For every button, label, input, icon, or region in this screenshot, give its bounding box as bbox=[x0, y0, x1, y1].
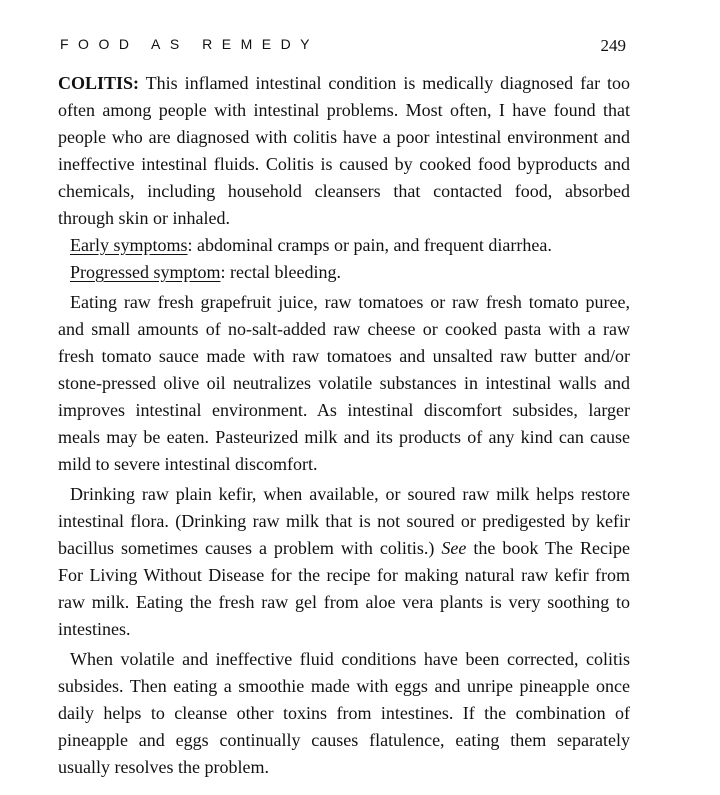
early-symptoms-label: Early symptoms bbox=[70, 235, 188, 255]
colitis-intro-paragraph bbox=[58, 70, 630, 232]
kefir-text-continued: the book The Recipe For Living Without Disease for the recipe for making natural raw kefir from raw milk. Eating the fresh raw gel from aloe vera plants is very soothing to intestines. bbox=[58, 538, 630, 639]
page-body bbox=[58, 70, 630, 781]
kefir-text: Drinking raw plain kefir, when available, or soured raw milk helps restore intestinal flora. (Drinking raw milk that is not soured or predigested by kefir bacillus sometimes causes a problem with colitis.) bbox=[58, 484, 630, 558]
progressed-symptom-label: Progressed symptom bbox=[70, 262, 221, 282]
colitis-heading: COLITIS: bbox=[58, 73, 140, 93]
early-symptoms-text: : abdominal cramps or pain, and frequent diarrhea. bbox=[187, 235, 552, 255]
resolution-paragraph: When volatile and ineffective fluid conditions have been corrected, colitis subsides. Then eating a smoothie made with eggs and unripe pineapple once daily helps to cleanse other toxins from intestines. If the combination of pineapple and eggs continually causes flatulence, eating them separately usually resolves the problem. bbox=[58, 649, 630, 777]
page-number: 249 bbox=[600, 36, 626, 55]
see-reference: See bbox=[441, 538, 467, 558]
kefir-paragraph bbox=[58, 481, 630, 643]
treatment-paragraph: Eating raw fresh grapefruit juice, raw tomatoes or raw fresh tomato puree, and small amounts of no-salt-added raw cheese or cooked pasta with a raw fresh tomato sauce made with raw tomatoes and unsalted raw butter and/or stone-pressed olive oil neutralizes volatile substances in intestinal walls and improves intestinal environment. As intestinal discomfort subsides, larger meals may be eaten. Pasteurized milk and its products of any kind can cause mild to severe intestinal discomfort. bbox=[58, 292, 630, 474]
progressed-symptom-text: : rectal bleeding. bbox=[220, 262, 341, 282]
progressed-symptom-line bbox=[58, 259, 630, 286]
colitis-intro-text: This inflamed intestinal condition is medically diagnosed far too often among people with intestinal problems. Most often, I have found that people who are diagnosed with colitis have a poor intestinal environment and ineffective intestinal fluids. Colitis is caused by cooked food byproducts and chemicals, including household cleansers that contacted food, absorbed through skin or inhaled. bbox=[58, 73, 630, 228]
page-header bbox=[58, 36, 630, 58]
early-symptoms-line bbox=[58, 232, 630, 259]
running-head: FOOD AS REMEDY bbox=[60, 36, 320, 52]
